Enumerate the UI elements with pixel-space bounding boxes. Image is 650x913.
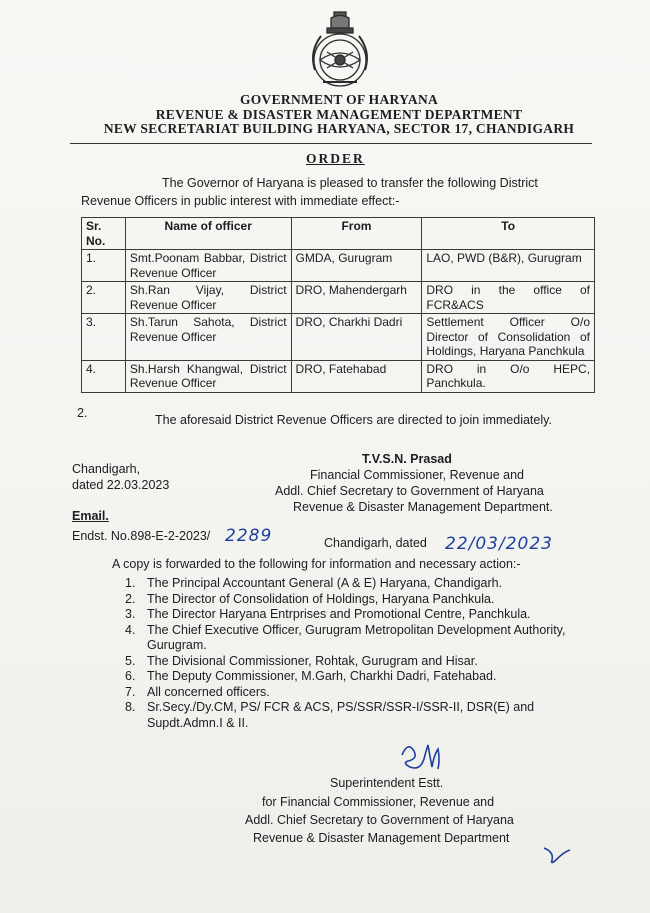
list-item-text: Sr.Secy./Dy.CM, PS/ FCR & ACS, PS/SSR/SSR-I/SSR-II, DSR(E) and [147,700,535,714]
list-item-text: All concerned officers. [147,684,270,699]
cell-sr: 1. [82,250,126,282]
list-item-text: Gurugram. [147,638,207,652]
para2-text: The aforesaid District Revenue Officers are directed to join immediately. [155,413,552,427]
cell-to: Settlement Officer O/o Director of Consolidation of Holdings, Haryana Panchkula [422,314,595,361]
header-department: REVENUE & DISASTER MANAGEMENT DEPARTMENT [155,107,523,122]
table-row [82,282,595,314]
cell-from: DRO, Fatehabad [291,360,422,392]
superintendent-line2: Addl. Chief Secretary to Government of Haryana [245,813,514,827]
para2-number: 2. [77,406,88,420]
cell-name: Sh.Tarun Sahota, District Revenue Officer [125,314,291,361]
cell-to: LAO, PWD (B&R), Gurugram [422,250,595,282]
handwritten-endst-date: 22/03/2023 [445,534,553,554]
list-item-number: 4. [125,622,136,637]
cell-name: Sh.Ran Vijay, District Revenue Officer [125,282,291,314]
place-text: Chandigarh, [72,462,141,476]
cell-sr: 4. [82,360,126,392]
cell-sr: 3. [82,314,126,361]
list-item-text: The Divisional Commissioner, Rohtak, Gurugram and Hisar. [147,653,478,668]
email-label: Email. [72,509,109,523]
list-item-text: The Director of Consolidation of Holdings, Haryana Panchkula. [147,591,495,606]
haryana-emblem-icon [301,8,379,90]
list-item-text: The Principal Accountant General (A & E) Haryana, Chandigarh. [147,576,503,590]
list-item-text: The Director Haryana Entrprises and Promotional Centre, Panchkula. [147,607,531,621]
cell-sr: 2. [82,282,126,314]
endst-place: Chandigarh, dated [324,536,427,550]
superintendent-title: Superintendent Estt. [330,776,444,790]
list-item-text: The Chief Executive Officer, Gurugram Metropolitan Development Authority, [147,622,566,637]
order-title: ORDER [306,151,365,166]
signature-flourish-icon [540,838,572,866]
cell-to: DRO in O/o HEPC, Panchkula. [422,360,595,392]
table-row [82,250,595,282]
superintendent-line1: for Financial Commissioner, Revenue and [262,795,495,809]
superintendent-line3: Revenue & Disaster Management Department [253,831,510,845]
list-item-text: The Deputy Commissioner, M.Garh, Charkhi Dadri, Fatehabad. [147,669,497,683]
cell-name: Smt.Poonam Babbar, District Revenue Officer [125,250,291,282]
list-item-number: 3. [125,607,136,621]
order-intro-line1: The Governor of Haryana is pleased to transfer the following District [162,176,538,190]
endst-number: Endst. No.898-E-2-2023/ [72,529,211,543]
header-to: To [422,218,595,250]
list-item-number: 8. [125,700,136,714]
header-address: NEW SECRETARIAT BUILDING HARYANA, SECTOR 17, CHANDIGARH [103,121,575,136]
header-name: Name of officer [125,218,291,250]
order-intro-line2: Revenue Officers in public interest with immediate effect:- [81,194,400,208]
cell-from: DRO, Charkhi Dadri [291,314,422,361]
table-header-row [82,218,595,250]
signatory-line1: Financial Commissioner, Revenue and [310,468,524,482]
list-item-number: 2. [125,591,136,606]
cell-to: DRO in the office of FCR&ACS [422,282,595,314]
list-item-number: 1. [125,576,136,590]
header-divider [70,143,592,144]
signatory-name: T.V.S.N. Prasad [362,452,452,466]
table-row [82,314,595,361]
transfer-table [81,217,595,393]
date-text: dated 22.03.2023 [72,478,170,492]
cell-name: Sh.Harsh Khangwal, District Revenue Officer [125,360,291,392]
list-item-number: 7. [125,684,136,699]
handwritten-endst-number: 2289 [225,526,273,546]
list-item-text: Supdt.Admn.I & II. [147,715,249,730]
table-row [82,360,595,392]
signatory-line3: Revenue & Disaster Management Department. [293,500,553,514]
cell-from: GMDA, Gurugram [291,250,422,282]
signatory-line2: Addl. Chief Secretary to Government of Haryana [275,484,544,498]
list-item-number: 5. [125,653,136,668]
header-from: From [291,218,422,250]
header-sr-no: Sr. No. [82,218,126,250]
header-government: GOVERNMENT OF HARYANA [239,92,439,107]
copy-intro: A copy is forwarded to the following for information and necessary action:- [112,557,521,571]
cell-from: DRO, Mahendergarh [291,282,422,314]
list-item-number: 6. [125,669,136,683]
